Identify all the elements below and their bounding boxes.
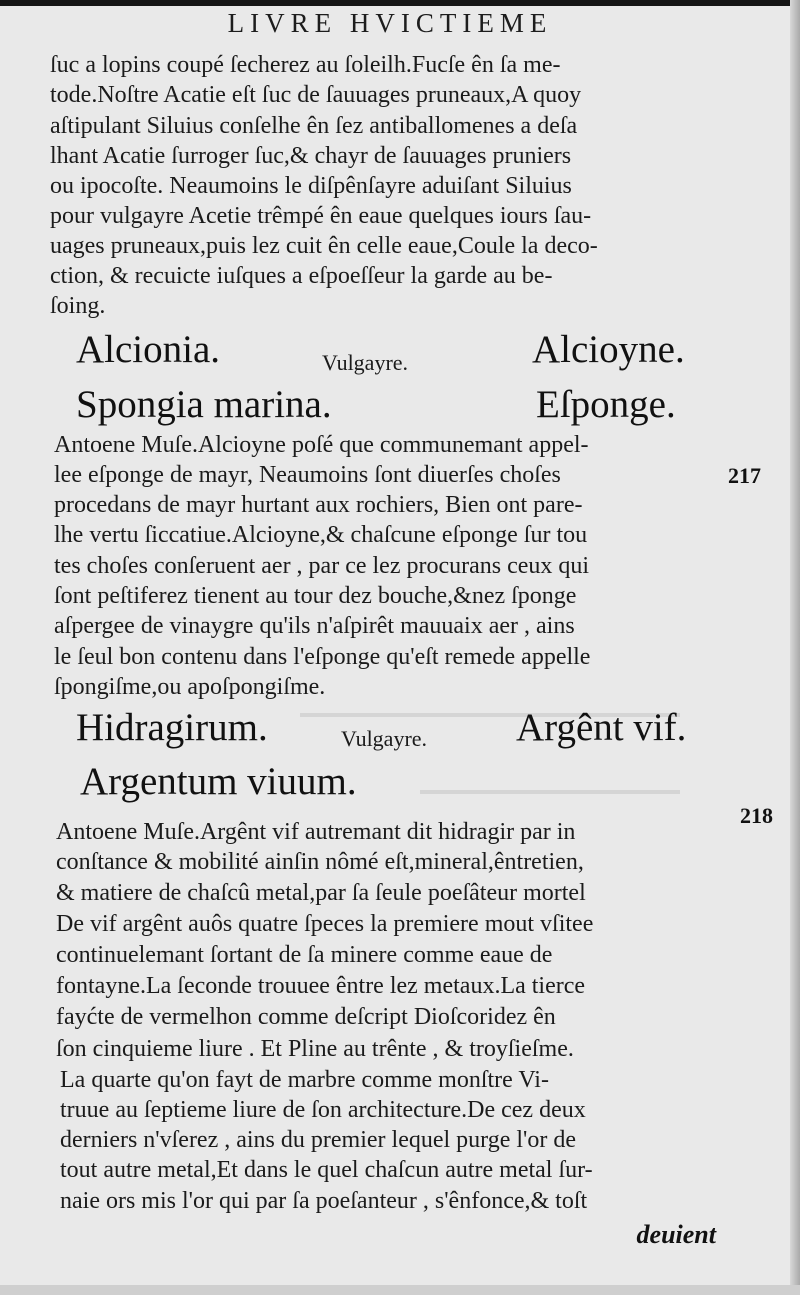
entry-latin-name: Spongia marina. [76, 383, 332, 426]
text-line: ſpongiſme,ou apoſpongiſme. [54, 674, 326, 700]
text-line: lhant Acatie ſurroger ſuc,& chayr de ſauuages pruniers [50, 143, 572, 169]
text-line: fayćte de vermelhon comme deſcript Dioſcoridez ên [56, 1004, 556, 1030]
text-line: Antoene Muſe.Alcioyne poſé que communemant appel- [54, 432, 589, 458]
text-line: naie ors mis l'or qui par ſa poeſanteur , s'ênfonce,& toſt [60, 1188, 588, 1214]
text-line: tode.Noſtre Acatie eſt ſuc de ſauuages pruneaux,A quoy [50, 82, 582, 108]
text-line: ſoing. [50, 293, 106, 319]
text-line: ou ipocoſte. Neaumoins le diſpênſayre aduiſant Siluius [50, 173, 572, 199]
text-line: continuelemant ſortant de ſa minere comme eaue de [56, 942, 553, 968]
margin-note-218: 218 [740, 803, 773, 828]
show-through-mark [420, 790, 680, 794]
catchword: deuient [636, 1220, 716, 1249]
text-line: Antoene Muſe.Argênt vif autremant dit hidragir par in [56, 819, 576, 845]
page-top-edge [0, 0, 800, 6]
text-line: ction, & recuicte iuſques a eſpoeſſeur la garde au be- [50, 263, 553, 289]
text-line: tes choſes conſeruent aer , par ce lez procurans ceux qui [54, 553, 590, 579]
margin-note-217: 217 [728, 463, 761, 488]
vulgar-label: Vulgayre. [322, 350, 409, 375]
entry-latin-name: Alcionia. [76, 328, 221, 371]
text-line: lhe vertu ſiccatiue.Alcioyne,& chaſcune eſponge ſur tou [54, 522, 588, 548]
text-line: pour vulgayre Acetie trêmpé ên eaue quelques iours ſau- [50, 203, 592, 229]
text-line: fontayne.La ſeconde trouuee êntre lez metaux.La tierce [56, 973, 586, 999]
text-line: le ſeul bon contenu dans l'eſponge qu'eſt remede appelle [54, 644, 591, 670]
text-line: conſtance & mobilité ainſin nômé eſt,mineral,êntretien, [56, 849, 584, 875]
text-line: ſont peſtiferez tienent au tour dez bouche,&nez ſponge [54, 583, 577, 609]
entry-vulgar-name: Alcioyne. [532, 328, 685, 371]
text-line: De vif argênt auôs quatre ſpeces la premiere mout vſitee [56, 911, 594, 937]
entry-latin-name: Argentum viuum. [80, 760, 357, 803]
page-bottom-edge [0, 1285, 800, 1295]
page-right-edge [790, 0, 800, 1295]
text-line: La quarte qu'on fayt de marbre comme monſtre Vi- [60, 1067, 549, 1093]
text-line: uages pruneaux,puis lez cuit ên celle eaue,Coule la deco- [50, 233, 598, 259]
entry-vulgar-name: Argênt vif. [516, 706, 687, 749]
text-line: & matiere de chaſcû metal,par ſa ſeule poeſâteur mortel [56, 880, 586, 906]
text-line: tout autre metal,Et dans le quel chaſcun autre metal ſur- [60, 1157, 593, 1183]
text-line: aſtipulant Siluius conſelhe ên ſez antiballomenes a deſa [50, 113, 578, 139]
running-head: LIVRE HVICTIEME [227, 8, 553, 38]
text-line: procedans de mayr hurtant aux rochiers, Bien ont pare- [54, 492, 583, 518]
text-line: derniers n'vſerez , ains du premier lequel purge l'or de [60, 1127, 577, 1153]
text-line: truue au ſeptieme liure de ſon architecture.De cez deux [60, 1097, 586, 1123]
vulgar-label: Vulgayre. [341, 726, 428, 751]
entry-latin-name: Hidragirum. [76, 706, 268, 749]
entry-vulgar-name: Eſponge. [536, 383, 676, 426]
text-line: lee eſponge de mayr, Neaumoins ſont diuerſes choſes [54, 462, 561, 488]
text-line: ſon cinquieme liure . Et Pline au trênte , & troyſieſme. [56, 1036, 574, 1062]
text-line: ſuc a lopins coupé ſecherez au ſoleilh.Fucſe ên ſa me- [50, 52, 561, 78]
text-line: aſpergee de vinaygre qu'ils n'aſpirêt mauuaix aer , ains [54, 613, 575, 639]
